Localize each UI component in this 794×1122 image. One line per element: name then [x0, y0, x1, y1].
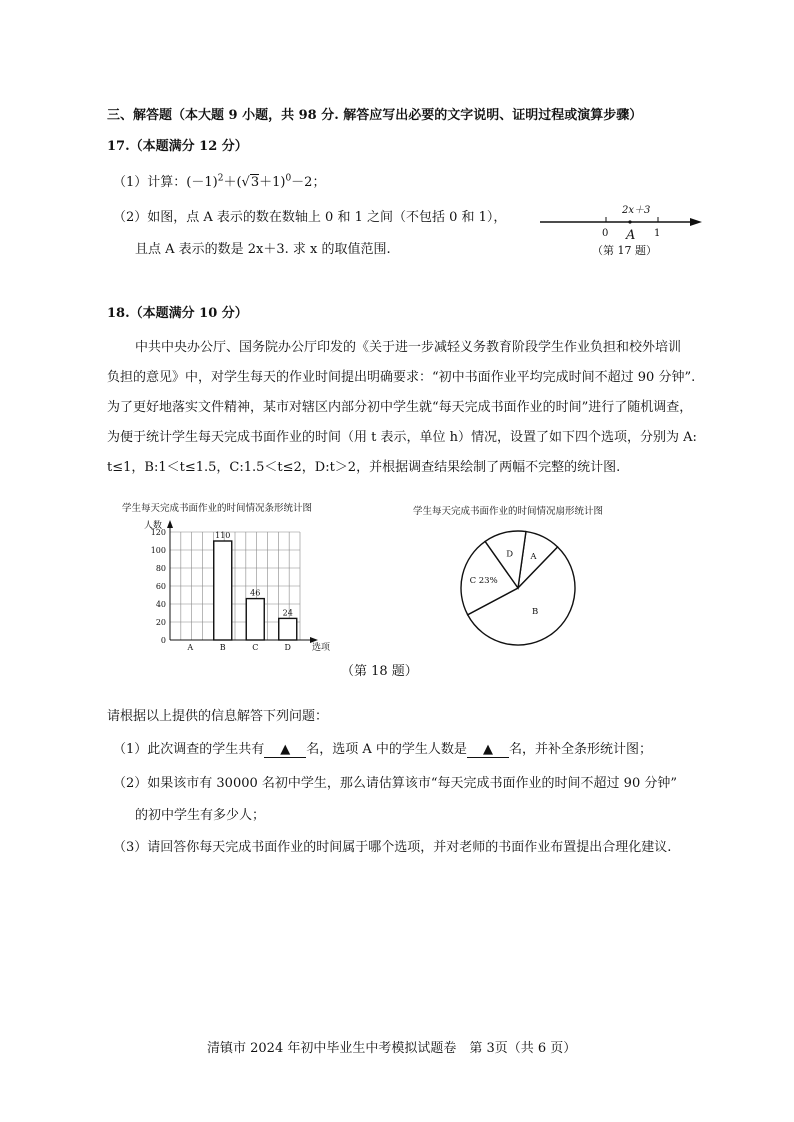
- q18-part1-c: 名，并补全条形统计图；: [508, 742, 652, 757]
- q18-para-line3: 为了更好地落实文件精神，某市对辖区内部分初中学生就“每天完成书面作业的时间”进行了随机调查，: [107, 400, 693, 415]
- q17-exp-c: 0: [285, 173, 292, 184]
- tick-1-label: 1: [654, 228, 661, 239]
- q18-para-line2: 负担的意见》中，对学生每天的作业时间提出明确要求：“初中书面作业平均完成时间不超过 90 分钟”.: [107, 370, 696, 385]
- q18-para-line4: 为便于统计学生每天完成书面作业的时间（用 t 表示，单位 h）情况，设置了如下四个选项，分别为 A:: [107, 430, 697, 445]
- point-a-marker: [628, 220, 631, 223]
- bar-c: [246, 599, 264, 640]
- y-tick-label: 0: [160, 636, 166, 645]
- q18-part3: （3）请回答你每天完成书面作业的时间属于哪个选项，并对老师的书面作业布置提出合理化建议.: [113, 840, 672, 855]
- pie-label-c: C 23%: [469, 575, 498, 586]
- page-footer: 清镇市 2024 年初中毕业生中考模拟试题卷 第 3页（共 6 页）: [207, 1041, 577, 1056]
- pie-chart: [405, 500, 645, 650]
- bar-chart: [100, 498, 360, 658]
- q17-header: 17.（本题满分 12 分）: [107, 139, 248, 154]
- q18-part1-b: 名，选项 A 中的学生人数是: [306, 742, 467, 757]
- y-tick-label: 100: [150, 546, 166, 555]
- q17-part1-label: （1）计算：: [113, 175, 187, 190]
- q18-header: 18.（本题满分 10 分）: [107, 306, 248, 321]
- y-tick-label: 60: [155, 582, 166, 591]
- x-tick-label: C: [252, 643, 259, 652]
- q17-expr-b: ＋(: [223, 175, 242, 190]
- y-tick-label: 20: [155, 618, 166, 627]
- figure17-caption: （第 17 题）: [592, 244, 657, 257]
- q18-part2-line2: 的初中学生有多少人；: [135, 808, 266, 823]
- q17-expr-d: －2；: [291, 175, 326, 190]
- q18-part1: [113, 738, 652, 758]
- q18-para-line1: 中共中央办公厅、国务院办公厅印发的《关于进一步减轻义务教育阶段学生作业负担和校外培训: [135, 340, 682, 355]
- q18-part2-line1: （2）如果该市有 30000 名初中学生，那么请估算该市“每天完成书面作业的时间不超过 90 分钟”: [113, 776, 677, 791]
- bar-value-label: 46: [250, 588, 261, 598]
- answer-blank-option-a[interactable]: ▲: [467, 743, 509, 758]
- y-tick-label: 40: [155, 600, 166, 609]
- q18-prompt: 请根据以上提供的信息解答下列问题：: [107, 709, 329, 724]
- number-line-arrow: [690, 218, 702, 226]
- q17-expr-a: (－1): [186, 175, 218, 190]
- q18-para-line5: t≤1，B:1＜t≤1.5，C:1.5＜t≤2，D:t＞2，并根据调查结果绘制了两幅不完整的统计图.: [107, 460, 621, 475]
- y-tick-label: 80: [155, 564, 166, 573]
- x-tick-label: A: [187, 643, 194, 652]
- bar-d: [279, 618, 297, 640]
- section-title: 三、解答题（本大题 9 小题，共 98 分. 解答应写出必要的文字说明、证明过程或演算步骤）: [107, 108, 643, 123]
- figure18-caption: （第 18 题）: [341, 664, 418, 679]
- bar-b: [214, 541, 232, 640]
- bar-value-label: 110: [215, 531, 231, 540]
- q17-expr-c: ＋1): [259, 175, 286, 190]
- x-tick-label: B: [219, 643, 226, 652]
- q17-exp-a: 2: [217, 173, 224, 184]
- pie-label-a: A: [530, 552, 537, 563]
- q18-part1-a: （1）此次调查的学生共有: [113, 742, 265, 757]
- bar-value-label: 24: [282, 608, 293, 618]
- bar-chart-title: 学生每天完成书面作业的时间情况条形统计图: [122, 503, 313, 514]
- tick-0-label: 0: [602, 228, 609, 239]
- x-tick-label: D: [284, 643, 291, 652]
- q17-part1: [113, 171, 325, 190]
- y-axis-arrow: [167, 520, 173, 528]
- expr-label: 2x＋3: [622, 205, 651, 216]
- bar-chart-ylabel: 人数: [144, 521, 163, 531]
- sqrt-argument: 3: [250, 175, 260, 190]
- bar-chart-xlabel: 选项: [312, 643, 331, 653]
- q17-part2-line1: （2）如图，点 A 表示的数在数轴上 0 和 1 之间（不包括 0 和 1），: [113, 210, 507, 225]
- y-tick-label: 120: [150, 528, 166, 537]
- answer-blank-total[interactable]: ▲: [264, 743, 306, 758]
- point-a-label: A: [626, 228, 636, 243]
- number-line-figure: [530, 196, 710, 260]
- pie-label-d: D: [506, 549, 514, 560]
- q17-part2-line2: 且点 A 表示的数是 2x＋3. 求 x 的取值范围.: [135, 242, 391, 257]
- sqrt-symbol: √: [241, 175, 250, 190]
- pie-chart-title: 学生每天完成书面作业的时间情况扇形统计图: [413, 506, 604, 517]
- pie-label-b: B: [532, 606, 539, 617]
